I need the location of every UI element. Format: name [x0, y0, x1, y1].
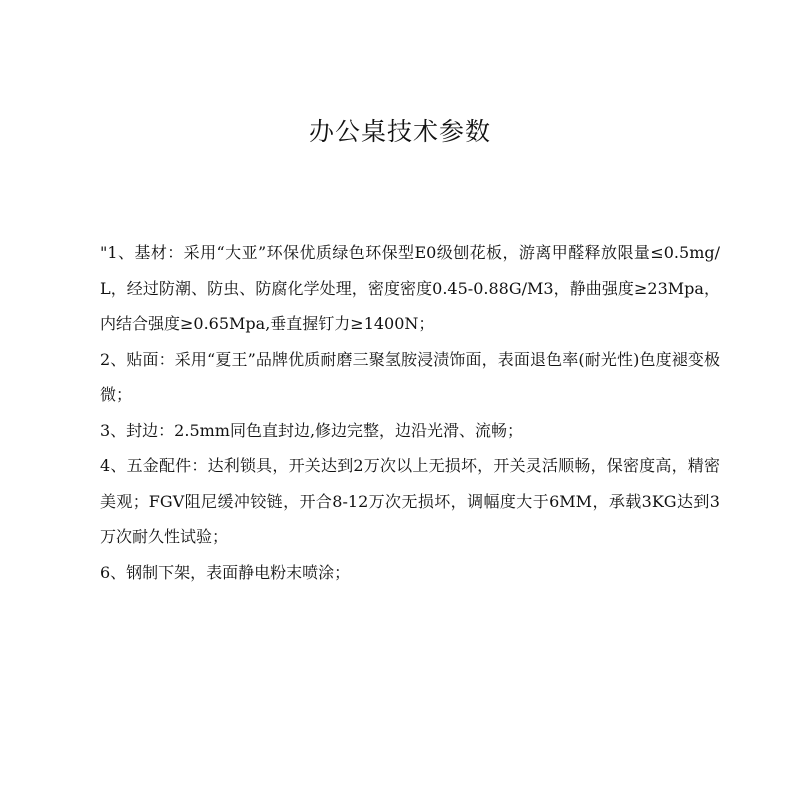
spec-paragraph-steel-frame: 6、钢制下架，表面静电粉末喷涂； — [100, 562, 351, 582]
page-title: 办公桌技术参数 — [308, 117, 491, 146]
spec-paragraph-hardware: 4、五金配件：达利锁具，开关达到2万次以上无损坏，开关灵活顺畅，保密度高，精密美观；FGV阻尼缓冲铰链，开合8-12万次无损坏，调幅度大于6MM，承载3KG达到3万次耐久性试验； — [100, 456, 720, 546]
spec-list — [100, 235, 720, 590]
spec-paragraph-substrate: "1、基材：采用“大亚”环保优质绿色环保型E0级刨花板，游离甲醛释放限量≤0.5mg/L，经过防潮、防虫、防腐化学处理，密度密度0.45-0.88G/M3，静曲强度≥23Mpa，内结合强度≥0.65Mpa,垂直握钉力≥1400N； — [100, 243, 720, 333]
spec-paragraph-veneer: 2、贴面：采用“夏王”品牌优质耐磨三聚氢胺浸渍饰面，表面退色率(耐光性)色度褪变极微； — [100, 349, 720, 404]
spec-paragraph-edge-banding: 3、封边：2.5mm同色直封边,修边完整，边沿光滑、流畅； — [100, 420, 524, 440]
